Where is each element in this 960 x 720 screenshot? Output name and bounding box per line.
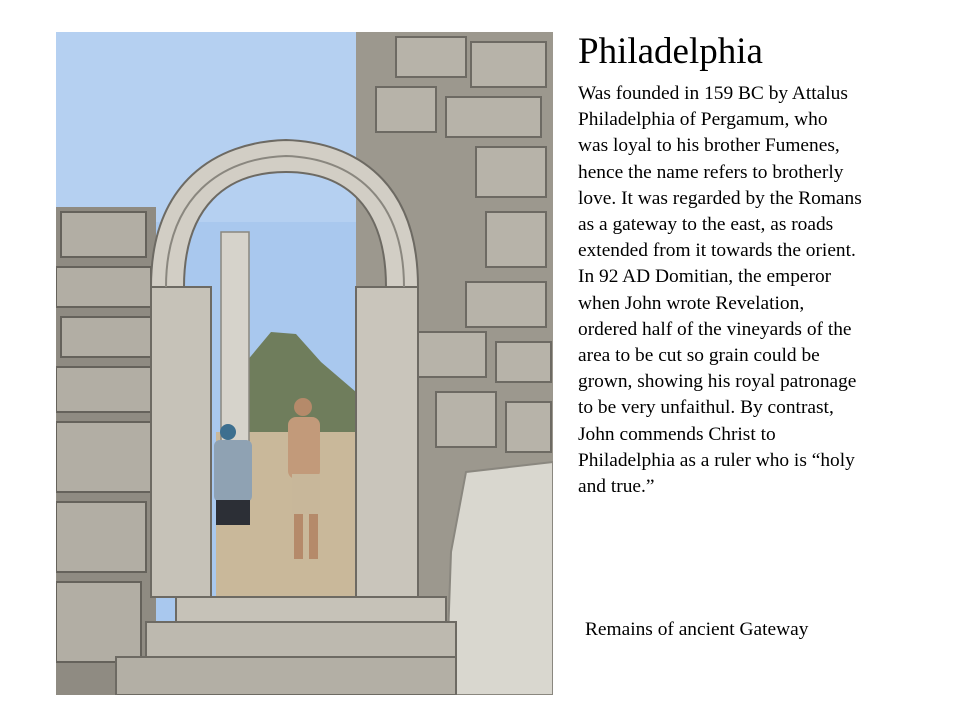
body-line: John commends Christ to bbox=[578, 423, 776, 445]
body-line: extended from it towards the orient. bbox=[578, 240, 856, 262]
body-line: was loyal to his brother Fumenes, bbox=[578, 135, 840, 157]
slide-title: Philadelphia bbox=[578, 31, 763, 72]
body-line: area to be cut so grain could be bbox=[578, 345, 820, 367]
body-line: and true.” bbox=[578, 476, 655, 498]
body-line: Philadelphia of Pergamum, who bbox=[578, 109, 828, 131]
body-line: Was founded in 159 BC by Attalus bbox=[578, 83, 848, 104]
body-line: grown, showing his royal patronage bbox=[578, 371, 857, 393]
gateway-photo bbox=[56, 32, 553, 695]
body-line: Philadelphia as a ruler who is “holy bbox=[578, 449, 855, 471]
body-line: hence the name refers to brotherly bbox=[578, 161, 844, 183]
body-line: when John wrote Revelation, bbox=[578, 292, 805, 314]
slide-body-text bbox=[578, 81, 928, 500]
body-line: ordered half of the vineyards of the bbox=[578, 318, 852, 340]
photo-caption: Remains of ancient Gateway bbox=[585, 619, 809, 640]
body-line: as a gateway to the east, as roads bbox=[578, 214, 834, 236]
body-line: In 92 AD Domitian, the emperor bbox=[578, 266, 832, 288]
body-line: to be very unfaithul. By contrast, bbox=[578, 397, 834, 419]
body-line: love. It was regarded by the Romans bbox=[578, 187, 862, 209]
